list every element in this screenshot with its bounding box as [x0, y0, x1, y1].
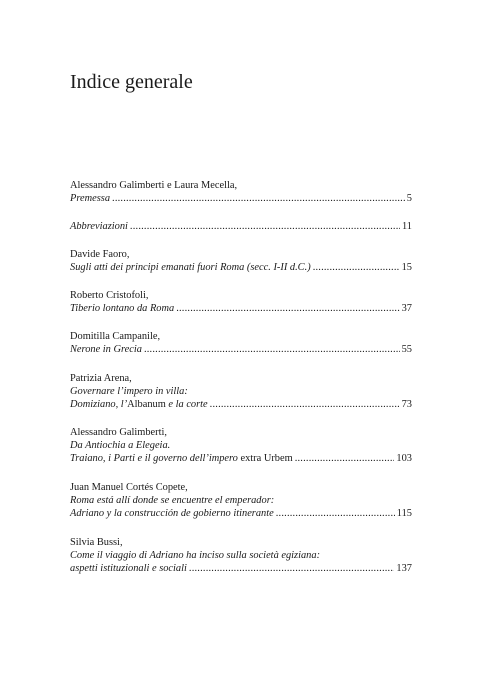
entry-title-line[interactable]: [70, 452, 412, 465]
entry-title-line: [70, 494, 412, 507]
dot-leader: [144, 343, 400, 356]
entry-title-line[interactable]: [70, 192, 412, 205]
entry-title-line[interactable]: [70, 507, 412, 520]
entry-title: Sugli atti dei principi emanati fuori Roma (secc. I-II d.C.): [70, 262, 311, 273]
entry-author: Alessandro Galimberti,: [70, 427, 167, 438]
entry-page-number: 73: [401, 399, 412, 410]
entry-title: Tiberio lontano da Roma: [70, 303, 175, 314]
entry-title-line: [70, 549, 412, 562]
entry-page-number: 115: [396, 508, 412, 519]
dot-leader: [189, 562, 395, 575]
entry-author: Patrizia Arena,: [70, 373, 132, 384]
entry-title: Da Antiochia a Elegeia.: [70, 440, 171, 451]
toc-entry: [70, 248, 412, 274]
page-title: Indice generale: [70, 71, 193, 93]
entry-title-line[interactable]: [70, 562, 412, 575]
dot-leader: [295, 452, 395, 465]
entry-page-number: 103: [396, 453, 412, 464]
entry-title-line[interactable]: [70, 261, 412, 274]
entry-title: Roma está allí donde se encuentre el emperador:: [70, 495, 275, 506]
entry-author: Juan Manuel Cortés Copete,: [70, 482, 188, 493]
dot-leader: [112, 192, 405, 205]
entry-title: Domiziano, l’Albanum e la corte: [70, 399, 208, 410]
entry-title: Nerone in Grecia: [70, 344, 142, 355]
dot-leader: [210, 398, 400, 411]
entry-title: Come il viaggio di Adriano ha inciso sulla società egiziana:: [70, 550, 321, 561]
entry-page-number: 137: [396, 563, 412, 574]
entry-title-line[interactable]: [70, 343, 412, 356]
entry-page-number: 37: [401, 303, 412, 314]
entry-title: Premessa: [70, 193, 111, 204]
toc-entry: [70, 330, 412, 356]
entry-page-number: 15: [401, 262, 412, 273]
dot-leader: [276, 507, 395, 520]
entry-author: Davide Faoro,: [70, 249, 130, 260]
dot-leader: [130, 220, 400, 233]
entry-title: Traiano, i Parti e il governo dell’impero extra Urbem: [70, 453, 293, 464]
entry-author: Alessandro Galimberti e Laura Mecella,: [70, 180, 238, 191]
entry-title: Governare l’impero in villa:: [70, 386, 188, 397]
entry-title-line[interactable]: [70, 220, 412, 233]
entry-page-number: 55: [401, 344, 412, 355]
entry-author: Domitilla Campanile,: [70, 331, 161, 342]
toc-entry: [70, 289, 412, 315]
toc-entry: [70, 372, 412, 411]
toc-entry: [70, 220, 412, 233]
entry-title-line: [70, 385, 412, 398]
entry-title: Adriano y la construcción de gobierno itinerante: [70, 508, 274, 519]
entry-title: aspetti istituzionali e sociali: [70, 563, 187, 574]
entry-page-number: 11: [401, 221, 412, 232]
toc-entry: [70, 481, 412, 520]
entry-title-line[interactable]: [70, 398, 412, 411]
entry-page-number: 5: [406, 193, 412, 204]
entry-title-line: [70, 439, 412, 452]
toc-entry: [70, 426, 412, 465]
entry-title: Abbreviazioni: [70, 221, 128, 232]
toc-entry: [70, 179, 412, 205]
entry-author: Roberto Cristofoli,: [70, 290, 149, 301]
dot-leader: [176, 302, 399, 315]
dot-leader: [313, 261, 400, 274]
toc-entry: [70, 536, 412, 575]
entry-author: Silvia Bussi,: [70, 537, 123, 548]
entry-title-line[interactable]: [70, 302, 412, 315]
